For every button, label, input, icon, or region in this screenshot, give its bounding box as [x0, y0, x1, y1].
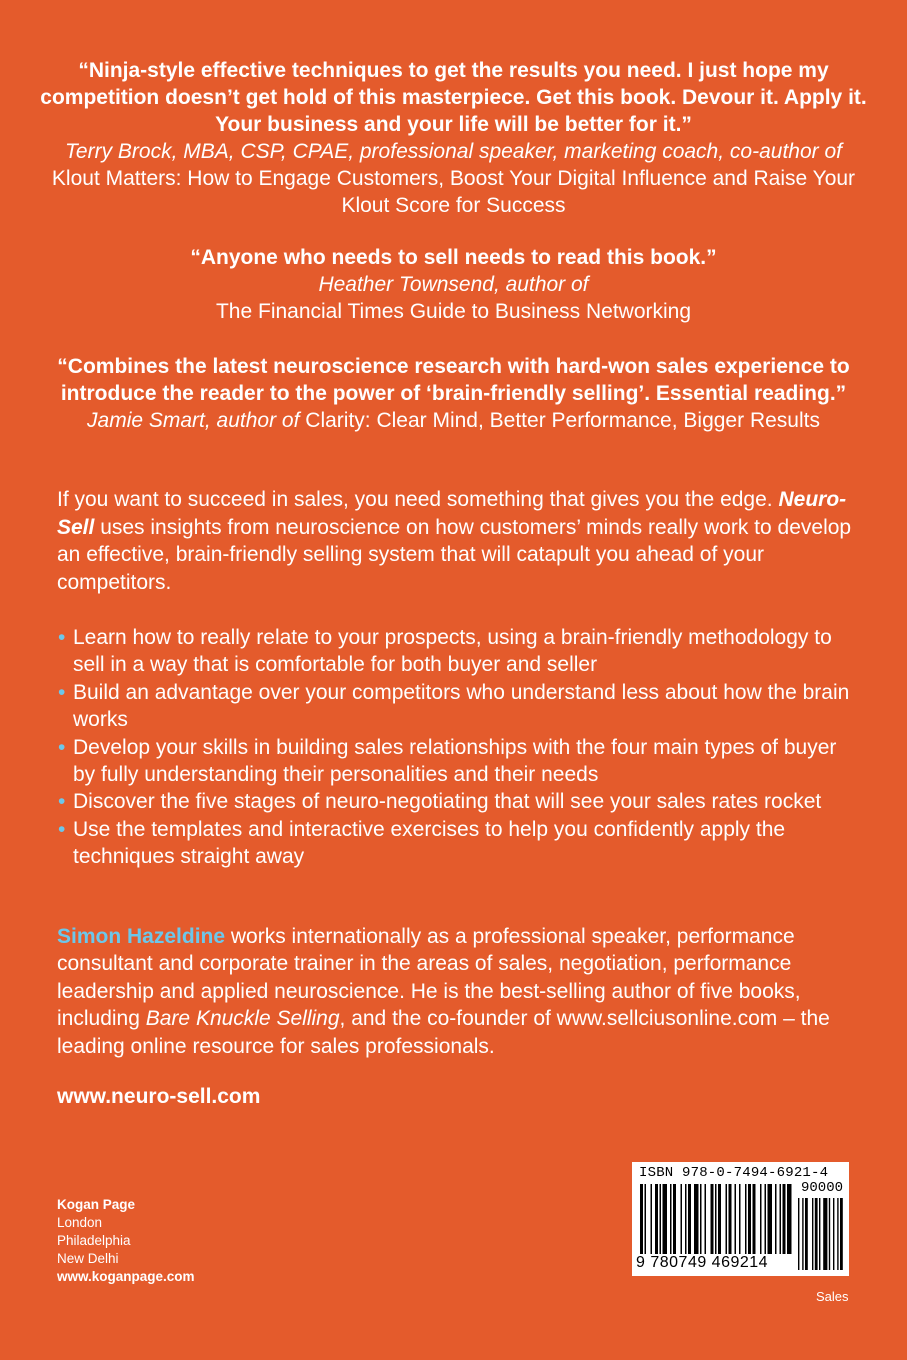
publisher-city: London: [57, 1215, 103, 1230]
bullet-icon: •: [58, 680, 66, 704]
barcode-bar: [681, 1184, 683, 1254]
list-item-text: Develop your skills in building sales relationships with the four main types of buyer by fully understanding their personalities and their needs: [73, 735, 837, 787]
author-bio-text: works internationally as a professional speaker, performance consultant and corporate trainer in the areas of sales, negotiation, performance leadership and applied neuroscience. He is the best-selling author of five books, including: [57, 925, 801, 1031]
barcode-bar: [688, 1184, 691, 1254]
attribution-book-title: Klout Matters: How to Engage Customers, Boost Your Digital Influence and Raise Your Klout Score for Success: [51, 167, 856, 217]
list-item: [57, 624, 857, 679]
bullet-icon: •: [58, 735, 66, 759]
addon-bar: [805, 1198, 808, 1270]
publisher-info: [57, 1196, 195, 1286]
attribution-author: Jamie Smart, author of: [87, 409, 300, 432]
list-item: [57, 788, 857, 815]
list-item-text: Learn how to really relate to your prospects, using a brain-friendly methodology to sell in a way that is comfortable for both buyer and seller: [73, 626, 832, 677]
barcode-bar: [780, 1184, 782, 1254]
list-item-text: Discover the five stages of neuro-negotiating that will see your sales rates rocket: [73, 790, 822, 814]
isbn-number: ISBN 978-0-7494-6921-4: [639, 1165, 829, 1181]
addon-bar: [823, 1198, 827, 1270]
barcode-bar: [739, 1184, 741, 1254]
benefits-list: [57, 624, 857, 871]
quote-text: “Combines the latest neuroscience research with hard-won sales experience to introduce the reader to the power of ‘brain-friendly selling’. Essential reading.”: [57, 355, 850, 405]
bullet-icon: •: [58, 790, 66, 814]
publisher-name: Kogan Page: [57, 1197, 136, 1212]
list-item: [57, 816, 857, 871]
list-item-text: Build an advantage over your competitors who understand less about how the brain works: [73, 680, 850, 732]
barcode-bar: [673, 1184, 676, 1254]
quote-attribution: [40, 407, 867, 434]
barcode-bar: [640, 1184, 643, 1254]
addon-bar: [840, 1198, 843, 1270]
quote-text: “Ninja-style effective techniques to get the results you need. I just hope my competition doesn’t get hold of this masterpiece. Get this book. Devour it. Apply it. Your business and your life will be better for it.”: [40, 59, 867, 136]
barcode-bar: [718, 1184, 721, 1254]
publisher-url: www.koganpage.com: [57, 1269, 195, 1284]
barcode-bar: [783, 1184, 786, 1254]
endorsement-quote-3: [40, 353, 867, 434]
book-title-inline: Neuro-Sell: [57, 488, 847, 539]
barcode-bar: [768, 1184, 773, 1254]
list-item: [57, 734, 857, 789]
author-bio-text-end: , and the co-founder of www.sellciusonline.com – the leading online resource for sales professionals.: [57, 1007, 830, 1058]
addon-bar: [812, 1198, 813, 1270]
addon-bar: [837, 1198, 838, 1270]
barcode-bar: [735, 1184, 737, 1254]
barcode-bar: [787, 1184, 792, 1254]
endorsement-quote-2: [40, 244, 867, 325]
barcode-bar: [663, 1184, 668, 1254]
bullet-icon: •: [58, 626, 66, 649]
barcode-bar: [765, 1184, 767, 1254]
attribution-author: Terry Brock, MBA, CSP, CPAE, professional speaker, marketing coach, co-author of: [65, 140, 842, 163]
addon-bar: [819, 1198, 820, 1270]
isbn-barcode: [632, 1162, 849, 1276]
barcode-bar: [694, 1184, 699, 1254]
barcode-bar: [685, 1184, 687, 1254]
barcode-bar: [670, 1184, 672, 1254]
addon-bar: [829, 1198, 830, 1270]
quote-attribution: [40, 138, 867, 219]
barcode-bar: [651, 1184, 653, 1254]
addon-bar: [798, 1198, 799, 1270]
barcode-bar: [775, 1184, 777, 1254]
author-name: Simon Hazeldine: [57, 925, 226, 948]
barcode-bar: [760, 1184, 762, 1254]
bullet-icon: •: [58, 817, 66, 841]
addon-bar: [815, 1198, 818, 1270]
list-item-text: Use the templates and interactive exercises to help you confidently apply the techniques straight away: [73, 817, 786, 869]
barcode-bar: [660, 1184, 662, 1254]
author-book-title: Bare Knuckle Selling: [145, 1007, 340, 1031]
book-description: [57, 486, 857, 596]
barcode-bar: [745, 1184, 747, 1254]
barcode-bar: [705, 1184, 707, 1254]
barcode-bar: [748, 1184, 751, 1254]
barcode-bar: [726, 1184, 728, 1254]
barcode-bar: [645, 1184, 647, 1254]
endorsement-quote-1: [40, 57, 867, 219]
barcode-bar: [715, 1184, 717, 1254]
attribution-author: Heather Townsend, author of: [318, 273, 589, 296]
author-bio: [57, 923, 857, 1060]
book-website: www.neuro-sell.com: [57, 1085, 261, 1108]
description-lead: If you want to succeed in sales, you need something that gives you the edge.: [57, 488, 773, 511]
quote-text: “Anyone who needs to sell needs to read this book.”: [190, 246, 717, 269]
ean-number: 9 780749 469214: [636, 1254, 769, 1271]
barcode-bar: [711, 1184, 714, 1254]
attribution-book-title: The Financial Times Guide to Business Networking: [215, 300, 692, 323]
publisher-city: New Delhi: [57, 1251, 119, 1266]
barcode-bar: [753, 1184, 756, 1254]
description-rest: uses insights from neuroscience on how customers’ minds really work to develop an effective, brain-friendly selling system that will catapult you ahead of your competitors.: [57, 515, 852, 594]
publisher-city: Philadelphia: [57, 1233, 131, 1248]
addon-bar: [833, 1198, 834, 1270]
barcode-bar: [729, 1184, 732, 1254]
barcode-bar: [655, 1184, 658, 1254]
attribution-book-title: Clarity: Clear Mind, Better Performance, Bigger Results: [305, 409, 820, 432]
addon-bar: [802, 1198, 803, 1270]
shelving-category: Sales: [816, 1289, 849, 1304]
list-item: [57, 679, 857, 734]
price-addon-number: 90000: [800, 1180, 843, 1196]
barcode-bar: [700, 1184, 702, 1254]
